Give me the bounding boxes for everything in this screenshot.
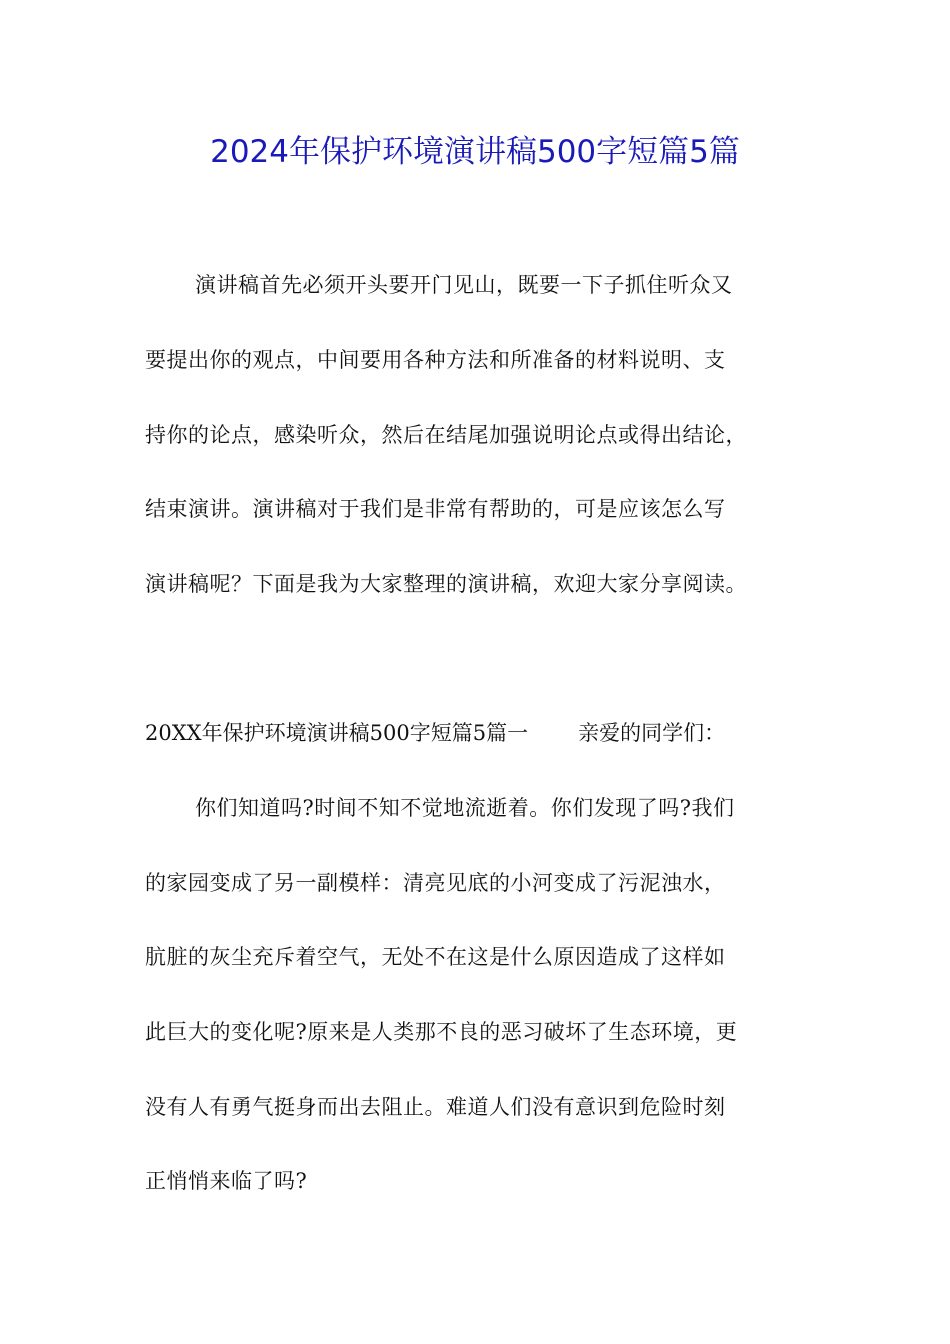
body-line-2: 的家园变成了另一副模样：清亮见底的小河变成了污泥浊水， — [145, 871, 726, 895]
intro-line-2: 要提出你的观点，中间要用各种方法和所准备的材料说明、支 — [145, 348, 726, 372]
intro-line-1: 演讲稿首先必须开头要开门见山，既要一下子抓住听众又 — [195, 273, 733, 297]
body-line-4: 此巨大的变化呢?原来是人类那不良的恶习破坏了生态环境，更 — [145, 1020, 738, 1044]
section-heading-line — [145, 718, 725, 748]
greeting: 亲爱的同学们： — [578, 721, 726, 745]
body-line-1: 你们知道吗?时间不知不觉地流逝着。你们发现了吗?我们 — [195, 796, 735, 820]
body-line-6: 正悄悄来临了吗? — [145, 1169, 308, 1193]
intro-line-3: 持你的论点，感染听众，然后在结尾加强说明论点或得出结论， — [145, 423, 747, 447]
section-heading: 20XX年保护环境演讲稿500字短篇5篇一 — [145, 721, 529, 745]
intro-line-5: 演讲稿呢？下面是我为大家整理的演讲稿，欢迎大家分享阅读。 — [145, 572, 747, 596]
body-line-3: 肮脏的灰尘充斥着空气，无处不在这是什么原因造成了这样如 — [145, 945, 726, 969]
intro-line-4: 结束演讲。演讲稿对于我们是非常有帮助的，可是应该怎么写 — [145, 497, 726, 521]
document-title: 2024年保护环境演讲稿500字短篇5篇 — [210, 134, 740, 170]
body-line-5: 没有人有勇气挺身而出去阻止。难道人们没有意识到危险时刻 — [145, 1095, 726, 1119]
